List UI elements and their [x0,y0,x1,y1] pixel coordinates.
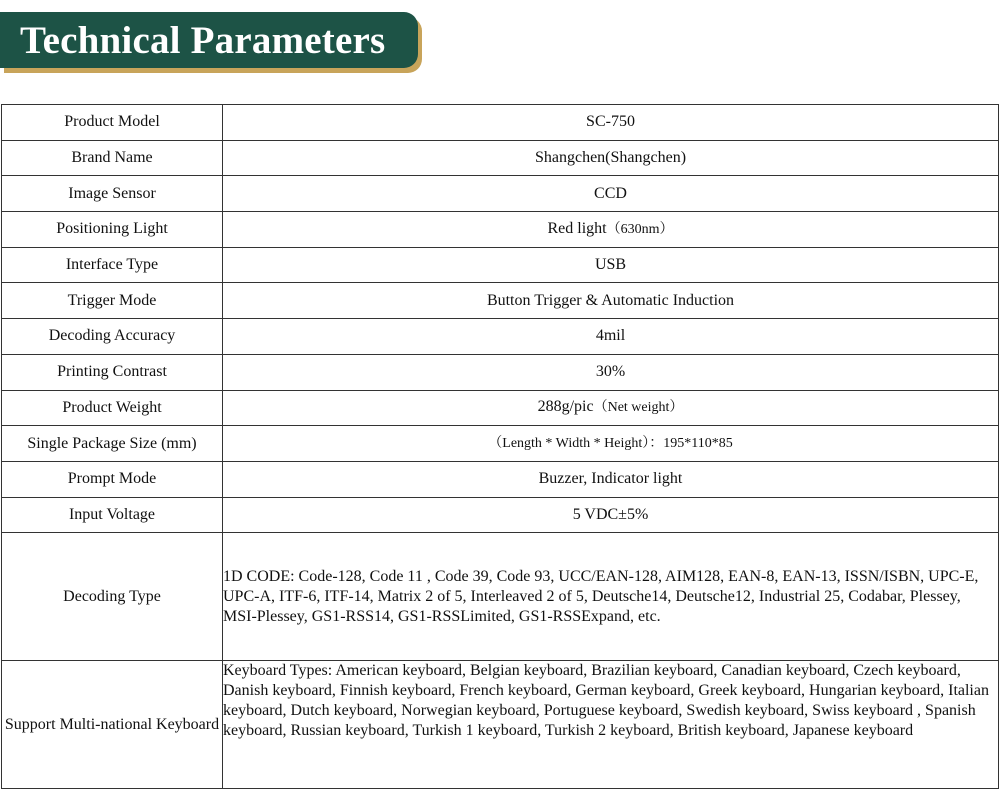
table-row [2,140,999,176]
table-row [2,533,999,661]
row-value: Keyboard Types: American keyboard, Belgian keyboard, Brazilian keyboard, Canadian keyboard, Czech keyboard, Danish keyboard, Finnish keyboard, French keyboard, German keyboard, Greek keyboard, Hungarian keyboard, Italian keyboard, Dutch keyboard, Norwegian keyboard, Portuguese keyboard, Swedish keyboard, Swiss keyboard , Spanish keyboard, Russian keyboard, Turkish 1 keyboard, Turkish 2 keyboard, British keyboard, Japanese keyboard [223,661,999,789]
table-row [2,319,999,355]
page-title: Technical Parameters [20,18,386,62]
table-row [2,176,999,212]
spec-table [1,104,999,789]
table-row [2,661,999,789]
row-value-note: （Net weight） [593,400,684,416]
title-banner [0,12,418,68]
row-value: 1D CODE: Code-128, Code 11 , Code 39, Code 93, UCC/EAN-128, AIM128, EAN-8, EAN-13, ISSN/ISBN, UPC-E, UPC-A, ITF-6, ITF-14, Matrix 2 of 5, Interleaved 2 of 5, Deutsche14, Deutsche12, Industrial 25, Codabar, Plessey, MSI-Plessey, GS1-RSS14, GS1-RSSLimited, GS1-RSSExpand, etc. [223,533,999,661]
row-value-note: （Length * Width * Height）： [488,436,664,452]
table-row [2,105,999,141]
row-value: 30% [223,354,999,390]
row-label: Trigger Mode [2,283,223,319]
row-label: Brand Name [2,140,223,176]
row-value [223,212,999,248]
row-value: Shangchen(Shangchen) [223,140,999,176]
row-label: Prompt Mode [2,461,223,497]
row-value: CCD [223,176,999,212]
row-label: Single Package Size (mm) [2,426,223,462]
table-row [2,426,999,462]
row-label: Decoding Type [2,533,223,661]
table-row [2,497,999,533]
table-row [2,212,999,248]
table-row [2,283,999,319]
row-value: Button Trigger & Automatic Induction [223,283,999,319]
row-value: SC-750 [223,105,999,141]
row-label: Decoding Accuracy [2,319,223,355]
row-label: Product Weight [2,390,223,426]
table-row [2,247,999,283]
row-value: 5 VDC±5% [223,497,999,533]
row-label: Positioning Light [2,212,223,248]
row-value: USB [223,247,999,283]
row-label: Input Voltage [2,497,223,533]
row-label: Printing Contrast [2,354,223,390]
row-label: Support Multi-national Keyboard [2,661,223,789]
row-value-main: Red light [547,219,607,237]
table-row [2,354,999,390]
row-value [223,390,999,426]
table-row [2,461,999,497]
row-label: Interface Type [2,247,223,283]
row-value-note: （630nm） [606,221,674,237]
row-value-main: 195*110*85 [663,436,733,452]
row-value: Buzzer, Indicator light [223,461,999,497]
row-value: 4mil [223,319,999,355]
row-value [223,426,999,462]
row-value-main: 288g/pic [537,398,594,416]
table-row [2,390,999,426]
row-label: Image Sensor [2,176,223,212]
row-label: Product Model [2,105,223,141]
